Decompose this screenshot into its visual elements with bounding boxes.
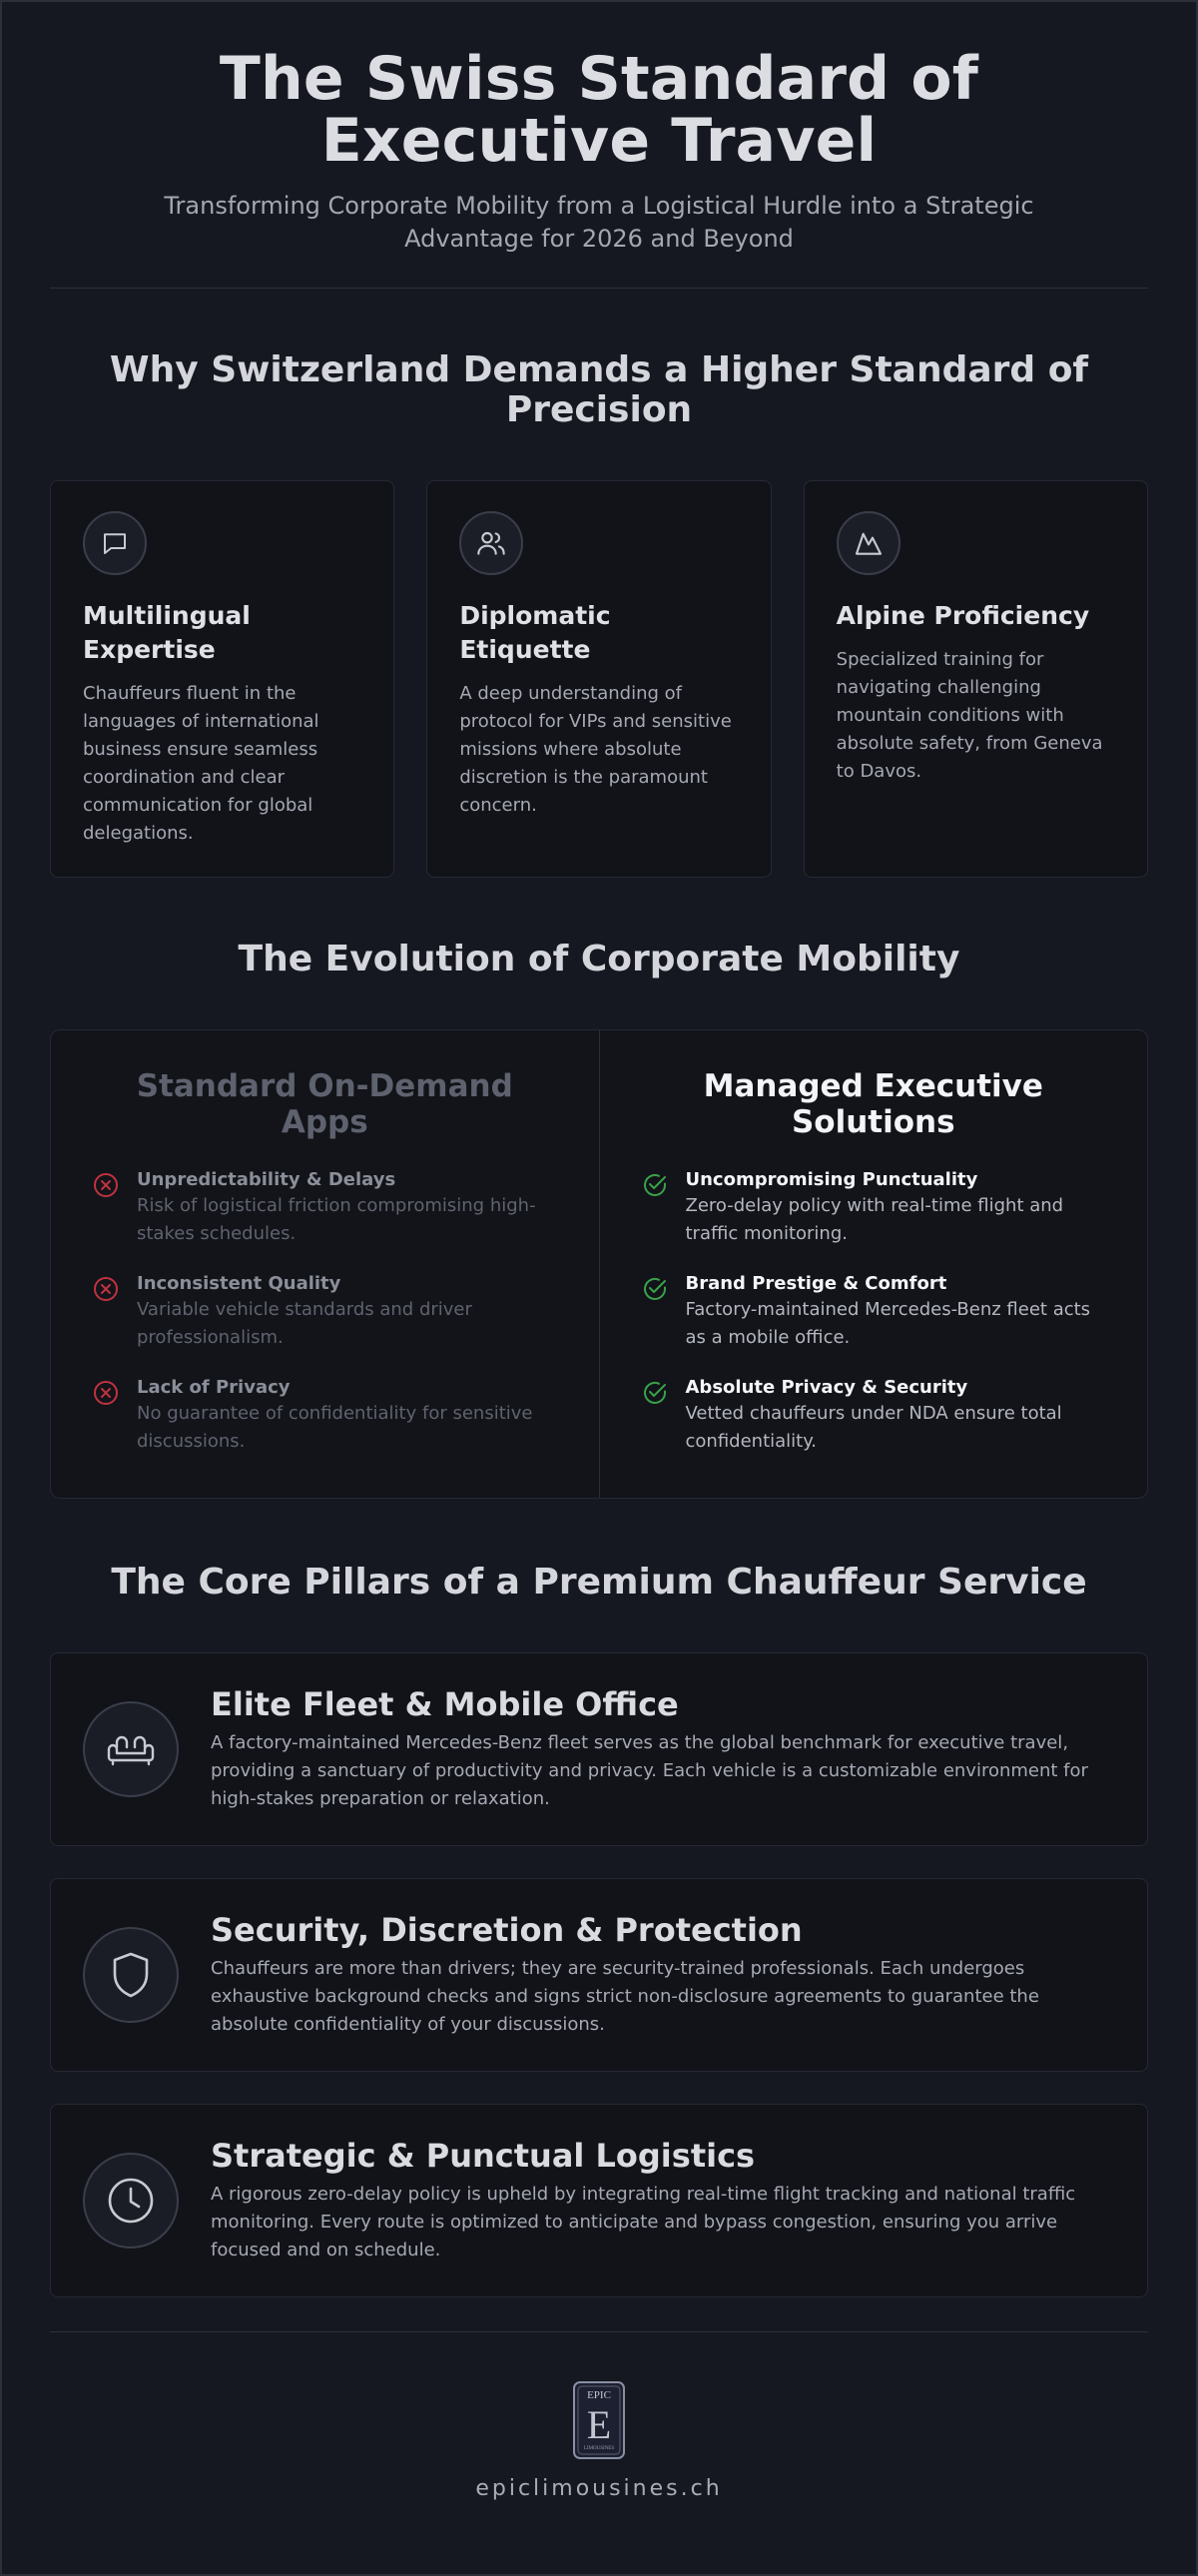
mountain-icon bbox=[837, 511, 900, 575]
card-title: Multilingual Expertise bbox=[83, 601, 251, 664]
item-text: Zero-delay policy with real-time flight and traffic monitoring. bbox=[685, 1195, 1064, 1244]
item-text: Risk of logistical friction compromising high-stakes schedules. bbox=[137, 1195, 536, 1244]
comparison-panel bbox=[50, 1029, 1148, 1499]
card-title: Diplomatic Etiquette bbox=[459, 601, 611, 664]
website-url: epiclimousines.ch bbox=[475, 2476, 723, 2501]
x-circle-icon bbox=[91, 1274, 121, 1304]
why-title: Why Switzerland Demands a Higher Standard of Precision bbox=[109, 349, 1089, 430]
item-title: Uncompromising Punctuality bbox=[685, 1169, 978, 1190]
pillar-list bbox=[50, 1652, 1148, 2297]
comparison-left-heading: Standard On-Demand Apps bbox=[136, 1068, 513, 1140]
pillar-card-security bbox=[50, 1878, 1148, 2072]
pillars-title: The Core Pillars of a Premium Chauffeur Service bbox=[111, 1562, 1087, 1603]
page-title: The Swiss Standard of Executive Travel bbox=[219, 44, 979, 176]
item-title: Brand Prestige & Comfort bbox=[685, 1273, 947, 1294]
pillar-text: Chauffeurs are more than drivers; they are security-trained professionals. Each undergoes exhaustive background checks and signs strict non-disclosure agreements to guarantee the absolute confidentiality of your discussions. bbox=[211, 1958, 1039, 2035]
clock-icon bbox=[83, 2153, 179, 2249]
logo-bottom-text: LIMOUSINES bbox=[583, 2446, 615, 2451]
why-section bbox=[2, 350, 1196, 878]
evolution-title: The Evolution of Corporate Mobility bbox=[238, 939, 960, 979]
hero bbox=[2, 2, 1196, 256]
item-title: Unpredictability & Delays bbox=[137, 1169, 396, 1190]
feature-card-alpine bbox=[804, 480, 1148, 878]
list-item bbox=[640, 1376, 1108, 1456]
page-subtitle: Transforming Corporate Mobility from a Logistical Hurdle into a Strategic Advantage for 2026 and Beyond bbox=[164, 192, 1034, 253]
card-text: Specialized training for navigating challenging mountain conditions with absolute safety, from Geneva to Davos. bbox=[836, 649, 1103, 782]
pillar-text: A factory-maintained Mercedes-Benz fleet serves as the global benchmark for executive travel, providing a sanctuary of productivity and privacy. Each vehicle is a customizable environment for high-stakes preparation or relaxation. bbox=[211, 1732, 1088, 1809]
card-title: Alpine Proficiency bbox=[836, 601, 1090, 630]
sofa-icon bbox=[83, 1701, 179, 1797]
item-text: Variable vehicle standards and driver professionalism. bbox=[137, 1299, 472, 1348]
check-circle-icon bbox=[640, 1378, 670, 1408]
chat-bubble-icon bbox=[83, 511, 147, 575]
comparison-left bbox=[51, 1030, 600, 1498]
logo-letter: E bbox=[586, 2402, 612, 2447]
card-text: Chauffeurs fluent in the languages of international business ensure seamless coordination and clear communication for global delegations. bbox=[83, 683, 319, 844]
brand-logo bbox=[572, 2380, 626, 2460]
item-title: Lack of Privacy bbox=[137, 1377, 291, 1398]
list-item bbox=[91, 1376, 559, 1456]
footer bbox=[2, 2332, 1196, 2501]
feature-card-diplomatic bbox=[426, 480, 771, 878]
pillar-title: Security, Discretion & Protection bbox=[211, 1911, 803, 1949]
shield-icon bbox=[83, 1927, 179, 2023]
item-title: Absolute Privacy & Security bbox=[685, 1377, 968, 1398]
divider bbox=[50, 288, 1148, 289]
list-item bbox=[640, 1168, 1108, 1248]
x-circle-icon bbox=[91, 1170, 121, 1200]
list-item bbox=[91, 1168, 559, 1248]
feature-cards bbox=[50, 480, 1148, 878]
item-text: Factory-maintained Mercedes-Benz fleet acts as a mobile office. bbox=[685, 1299, 1091, 1348]
logo-top-text: EPIC bbox=[587, 2389, 611, 2401]
people-icon bbox=[459, 511, 523, 575]
item-title: Inconsistent Quality bbox=[137, 1273, 341, 1294]
item-text: No guarantee of confidentiality for sensitive discussions. bbox=[137, 1403, 533, 1452]
pillar-title: Strategic & Punctual Logistics bbox=[211, 2137, 756, 2175]
evolution-section bbox=[2, 940, 1196, 1499]
pillar-card-logistics bbox=[50, 2104, 1148, 2297]
check-circle-icon bbox=[640, 1170, 670, 1200]
check-circle-icon bbox=[640, 1274, 670, 1304]
card-text: A deep understanding of protocol for VIPs and sensitive missions where absolute discretion is the paramount concern. bbox=[459, 683, 732, 816]
item-text: Vetted chauffeurs under NDA ensure total confidentiality. bbox=[685, 1403, 1062, 1452]
feature-card-multilingual bbox=[50, 480, 394, 878]
list-item bbox=[640, 1272, 1108, 1352]
pillar-card-fleet bbox=[50, 1652, 1148, 1846]
pillar-text: A rigorous zero-delay policy is upheld by integrating real-time flight tracking and national traffic monitoring. Every route is optimized to anticipate and bypass congestion, ensuring you arrive focused and on schedule. bbox=[211, 2184, 1076, 2260]
pillars-section bbox=[2, 1563, 1196, 2297]
x-circle-icon bbox=[91, 1378, 121, 1408]
pillar-title: Elite Fleet & Mobile Office bbox=[211, 1685, 679, 1723]
comparison-right bbox=[600, 1030, 1148, 1498]
list-item bbox=[91, 1272, 559, 1352]
comparison-right-heading: Managed Executive Solutions bbox=[703, 1068, 1043, 1140]
